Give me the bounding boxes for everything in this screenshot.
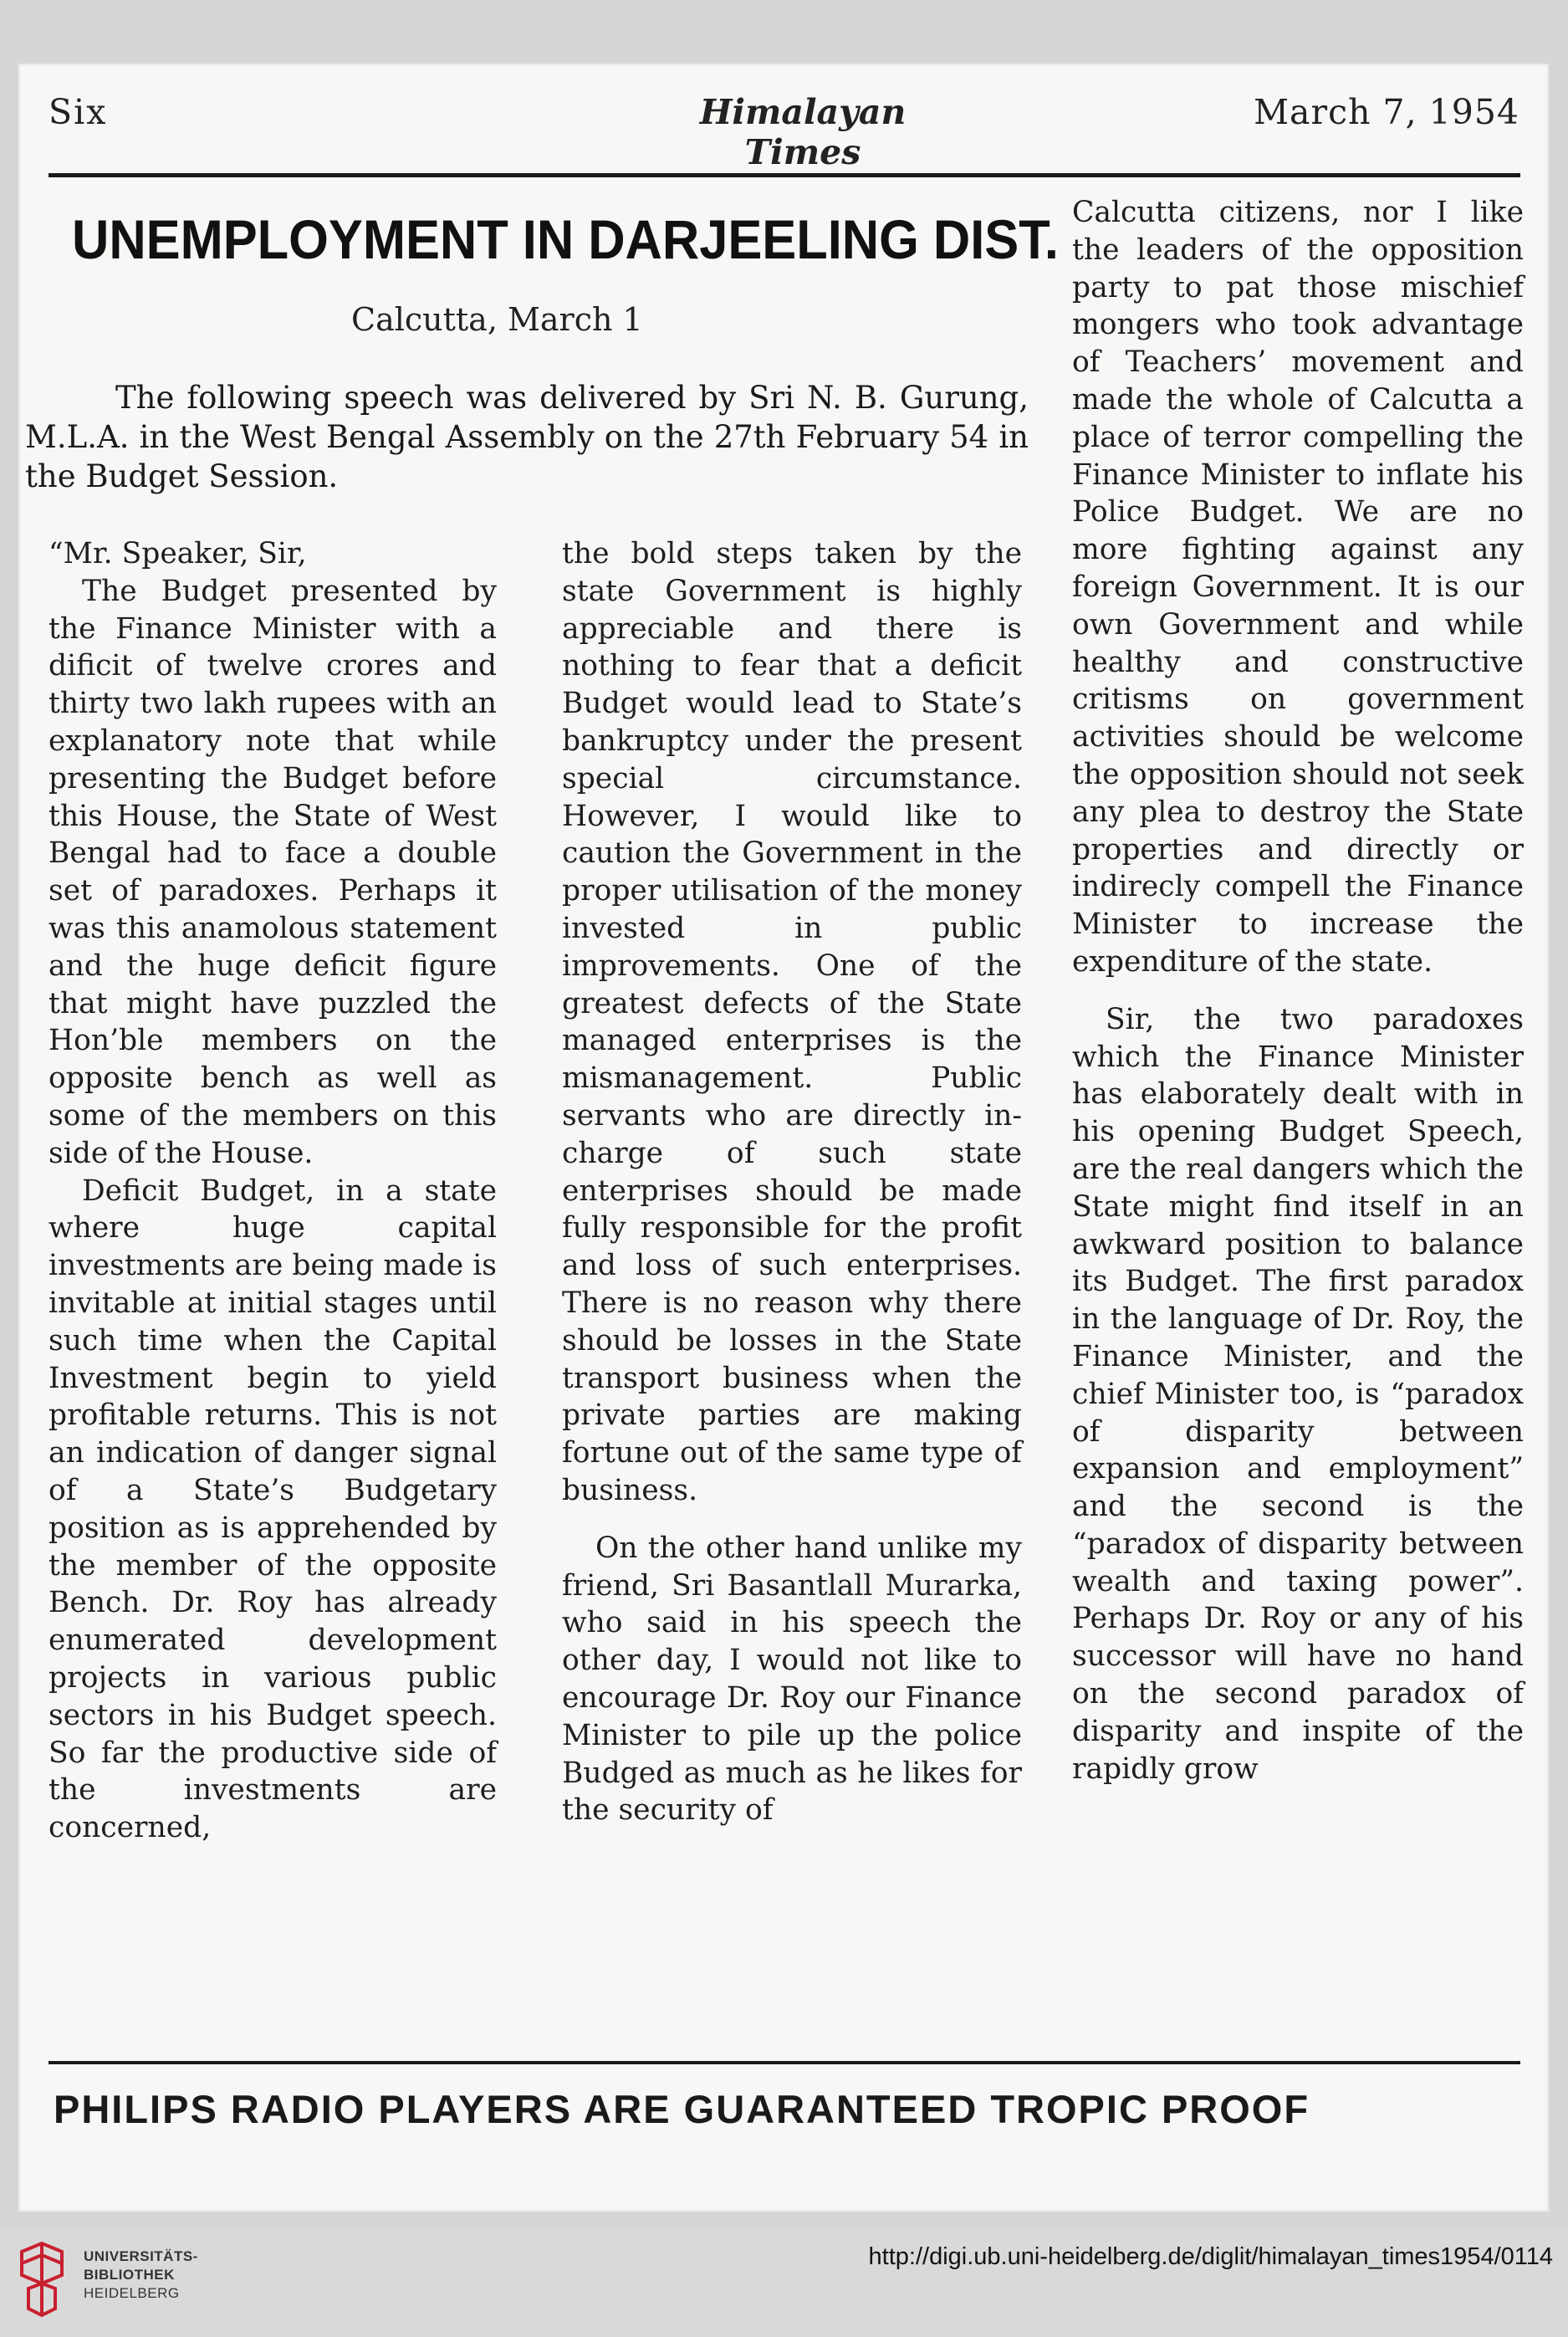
library-name-line: UNIVERSITÄTS- bbox=[84, 2248, 198, 2264]
article-headline: UNEMPLOYMENT IN DARJEELING DIST. bbox=[72, 208, 1059, 270]
column-paragraph: Deficit Budget, in a state where huge capital investments are being made is invitable at initial stages until such time when the Capital Investment begin to yield profitable returns. This is not an indication of danger signal of a State’s Budgetary position as is apprehended by the member of the opposite Bench. Dr. Roy has already enumerated development projects in various public sectors in his Budget speech. So far the productive side of the investments are concerned, bbox=[49, 1174, 497, 1845]
article-column-1 bbox=[49, 535, 497, 1847]
header-rule bbox=[49, 173, 1520, 177]
library-name bbox=[84, 2248, 198, 2303]
salutation: “Mr. Speaker, Sir, bbox=[49, 537, 307, 570]
article-column-3 bbox=[1072, 194, 1524, 1787]
library-name-line: BIBLIOTHEK bbox=[84, 2267, 175, 2283]
column-paragraph: The Budget presented by the Finance Minister with a dificit of twelve crores and thirty two lakh rupees with an explanatory note that while presenting the Budget before this House, the State of West Bengal had to face a double set of paradoxes. Perhaps it was this anamolous statement and the huge deficit figure that might have puzzled the Hon’ble members on the opposite bench as well as some of the members on this side of the House. bbox=[49, 574, 497, 1170]
column-paragraph: Sir, the two paradoxes which the Finance Minister has elaborately dealt with in his opening Budget Speech, are the real dangers which the State might find itself in an awkward position to balance its Budget. The first paradox in the language of Dr. Roy, the Finance Minister, and the chief Minister too, is “paradox of disparity between expansion and employment” and the second is the “paradox of disparity between wealth and taxing power”. Perhaps Dr. Roy or any of his successor will have no hand on the second paradox of disparity and inspite of the rapidly grow bbox=[1072, 1002, 1524, 1786]
masthead: Himalayan Times bbox=[699, 92, 907, 172]
article-column-2 bbox=[562, 535, 1022, 1829]
permalink[interactable]: http://digi.ub.uni-heidelberg.de/diglit/himalayan_times1954/0114 bbox=[868, 2243, 1553, 2270]
page-number: Six bbox=[49, 92, 108, 132]
issue-date: March 7, 1954 bbox=[1254, 92, 1519, 132]
column-paragraph: the bold steps taken by the state Government is highly appreciable and there is nothing to fear that a deficit Budget would lead to State’s bankruptcy under the present special circumstance. However, I would like to caution the Government in the proper utilisation of the money invested in public improvements. One of the greatest defects of the State managed enterprises is the mismanagement. Public servants who are directly in-charge of such state enterprises should be made fully responsible for the profit and loss of such enterprises. There is no reason why there should be losses in the State transport business when the private parties are making fortune out of the same type of business. bbox=[562, 537, 1022, 1507]
library-name-line: HEIDELBERG bbox=[84, 2285, 180, 2301]
column-paragraph: Calcutta citizens, nor I like the leaders of the opposition party to pat those mischief mongers who took advantage of Teachers’ movement and made the whole of Calcutta a place of terror compelling the Finance Minister to inflate his Police Budget. We are no more fighting against any foreign Government. It is our own Government and while healthy and constructive critisms on government activities should be welcome the opposition should not seek any plea to destroy the State properties and directly or indirecly compell the Finance Minister to increase the expenditure of the state. bbox=[1072, 196, 1524, 979]
advertisement-banner: PHILIPS RADIO PLAYERS ARE GUARANTEED TROPIC PROOF bbox=[54, 2087, 1310, 2131]
intro-paragraph: The following speech was delivered by Sri N. B. Gurung, M.L.A. in the West Bengal Assembly on the 27th February 54 in the Budget Session. bbox=[25, 380, 1029, 494]
article-intro bbox=[25, 378, 1029, 496]
library-logo-icon[interactable] bbox=[17, 2238, 69, 2322]
article-dateline: Calcutta, March 1 bbox=[351, 301, 643, 338]
footer-rule bbox=[49, 2061, 1520, 2064]
column-paragraph: On the other hand unlike my friend, Sri Basantlall Murarka, who said in his speech the other day, I would not like to encourage Dr. Roy our Finance Minister to pile up the police Budged as much as he likes for the security of bbox=[562, 1531, 1022, 1828]
